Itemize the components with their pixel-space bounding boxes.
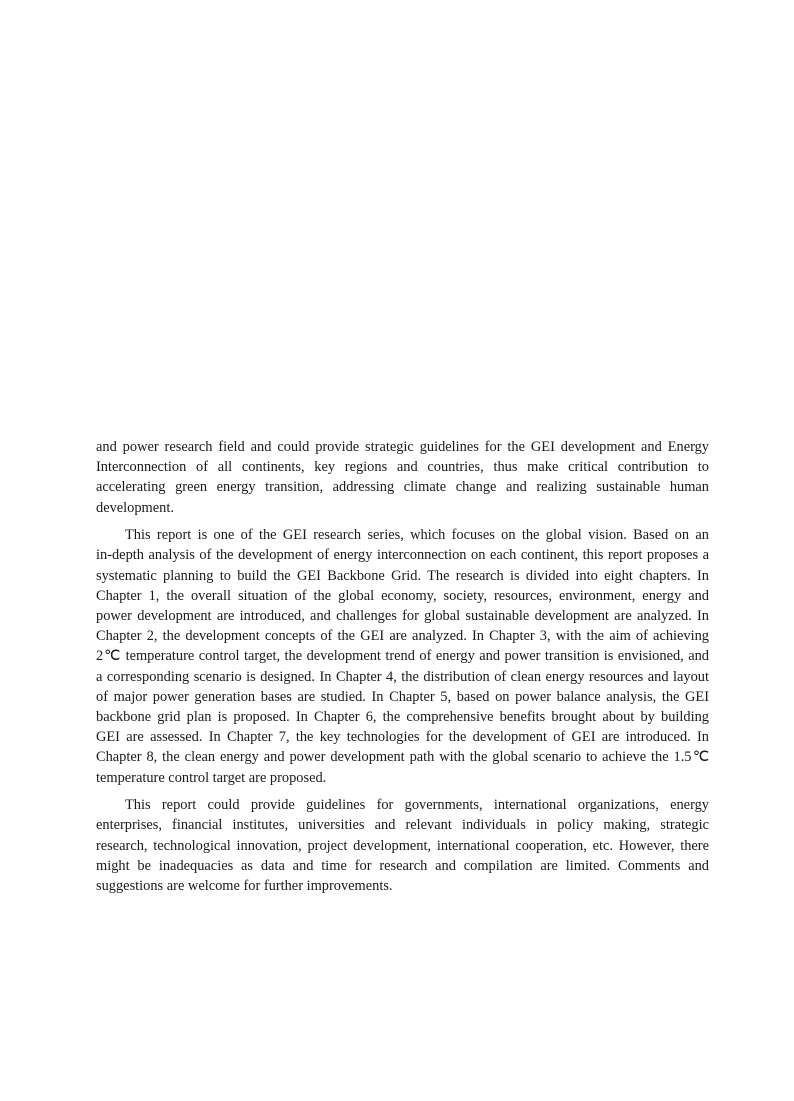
text-line: 2℃ temperature control target, the development trend of energy and power transition is envisioned, and — [96, 648, 709, 665]
text-line: research, technological innovation, project development, international cooperation, etc. However, there — [96, 837, 709, 854]
text-line: enterprises, financial institutes, universities and relevant individuals in policy making, strategic — [96, 817, 709, 834]
text-line: Chapter 1, the overall situation of the global economy, society, resources, environment, energy and — [96, 587, 709, 604]
text-line: temperature control target are proposed. — [96, 769, 327, 786]
text-line: Interconnection of all continents, key regions and countries, thus make critical contribution to — [96, 459, 709, 476]
text-line: GEI are assessed. In Chapter 7, the key technologies for the development of GEI are introduced. In — [96, 729, 709, 746]
text-line: This report is one of the GEI research series, which focuses on the global vision. Based on an — [125, 527, 709, 544]
text-line: might be inadequacies as data and time for research and compilation are limited. Comments and — [96, 857, 709, 874]
text-line: backbone grid plan is proposed. In Chapter 6, the comprehensive benefits brought about by building — [96, 708, 709, 725]
text-line: suggestions are welcome for further improvements. — [96, 877, 393, 894]
text-line: Chapter 2, the development concepts of the GEI are analyzed. In Chapter 3, with the aim of achieving — [96, 628, 709, 645]
text-line: in-depth analysis of the development of energy interconnection on each continent, this report proposes a — [96, 547, 709, 564]
text-line: systematic planning to build the GEI Backbone Grid. The research is divided into eight chapters. In — [96, 567, 709, 584]
text-line: of major power generation bases are studied. In Chapter 5, based on power balance analysis, the GEI — [96, 688, 709, 705]
text-line: power development are introduced, and challenges for global sustainable development are analyzed. In — [96, 608, 709, 624]
paragraph — [96, 525, 709, 787]
text-line: a corresponding scenario is designed. In Chapter 4, the distribution of clean energy resources and layout — [96, 668, 709, 685]
document-body — [96, 437, 709, 904]
text-line: development. — [96, 499, 174, 516]
text-line: Chapter 8, the clean energy and power development path with the global scenario to achieve the 1.5℃ — [96, 749, 709, 766]
paragraph — [96, 795, 709, 896]
text-line: This report could provide guidelines for governments, international organizations, energy — [125, 797, 709, 814]
text-line: accelerating green energy transition, addressing climate change and realizing sustainable human — [96, 479, 709, 496]
paragraph — [96, 437, 709, 518]
text-line: and power research field and could provide strategic guidelines for the GEI development and Energy — [96, 439, 709, 455]
